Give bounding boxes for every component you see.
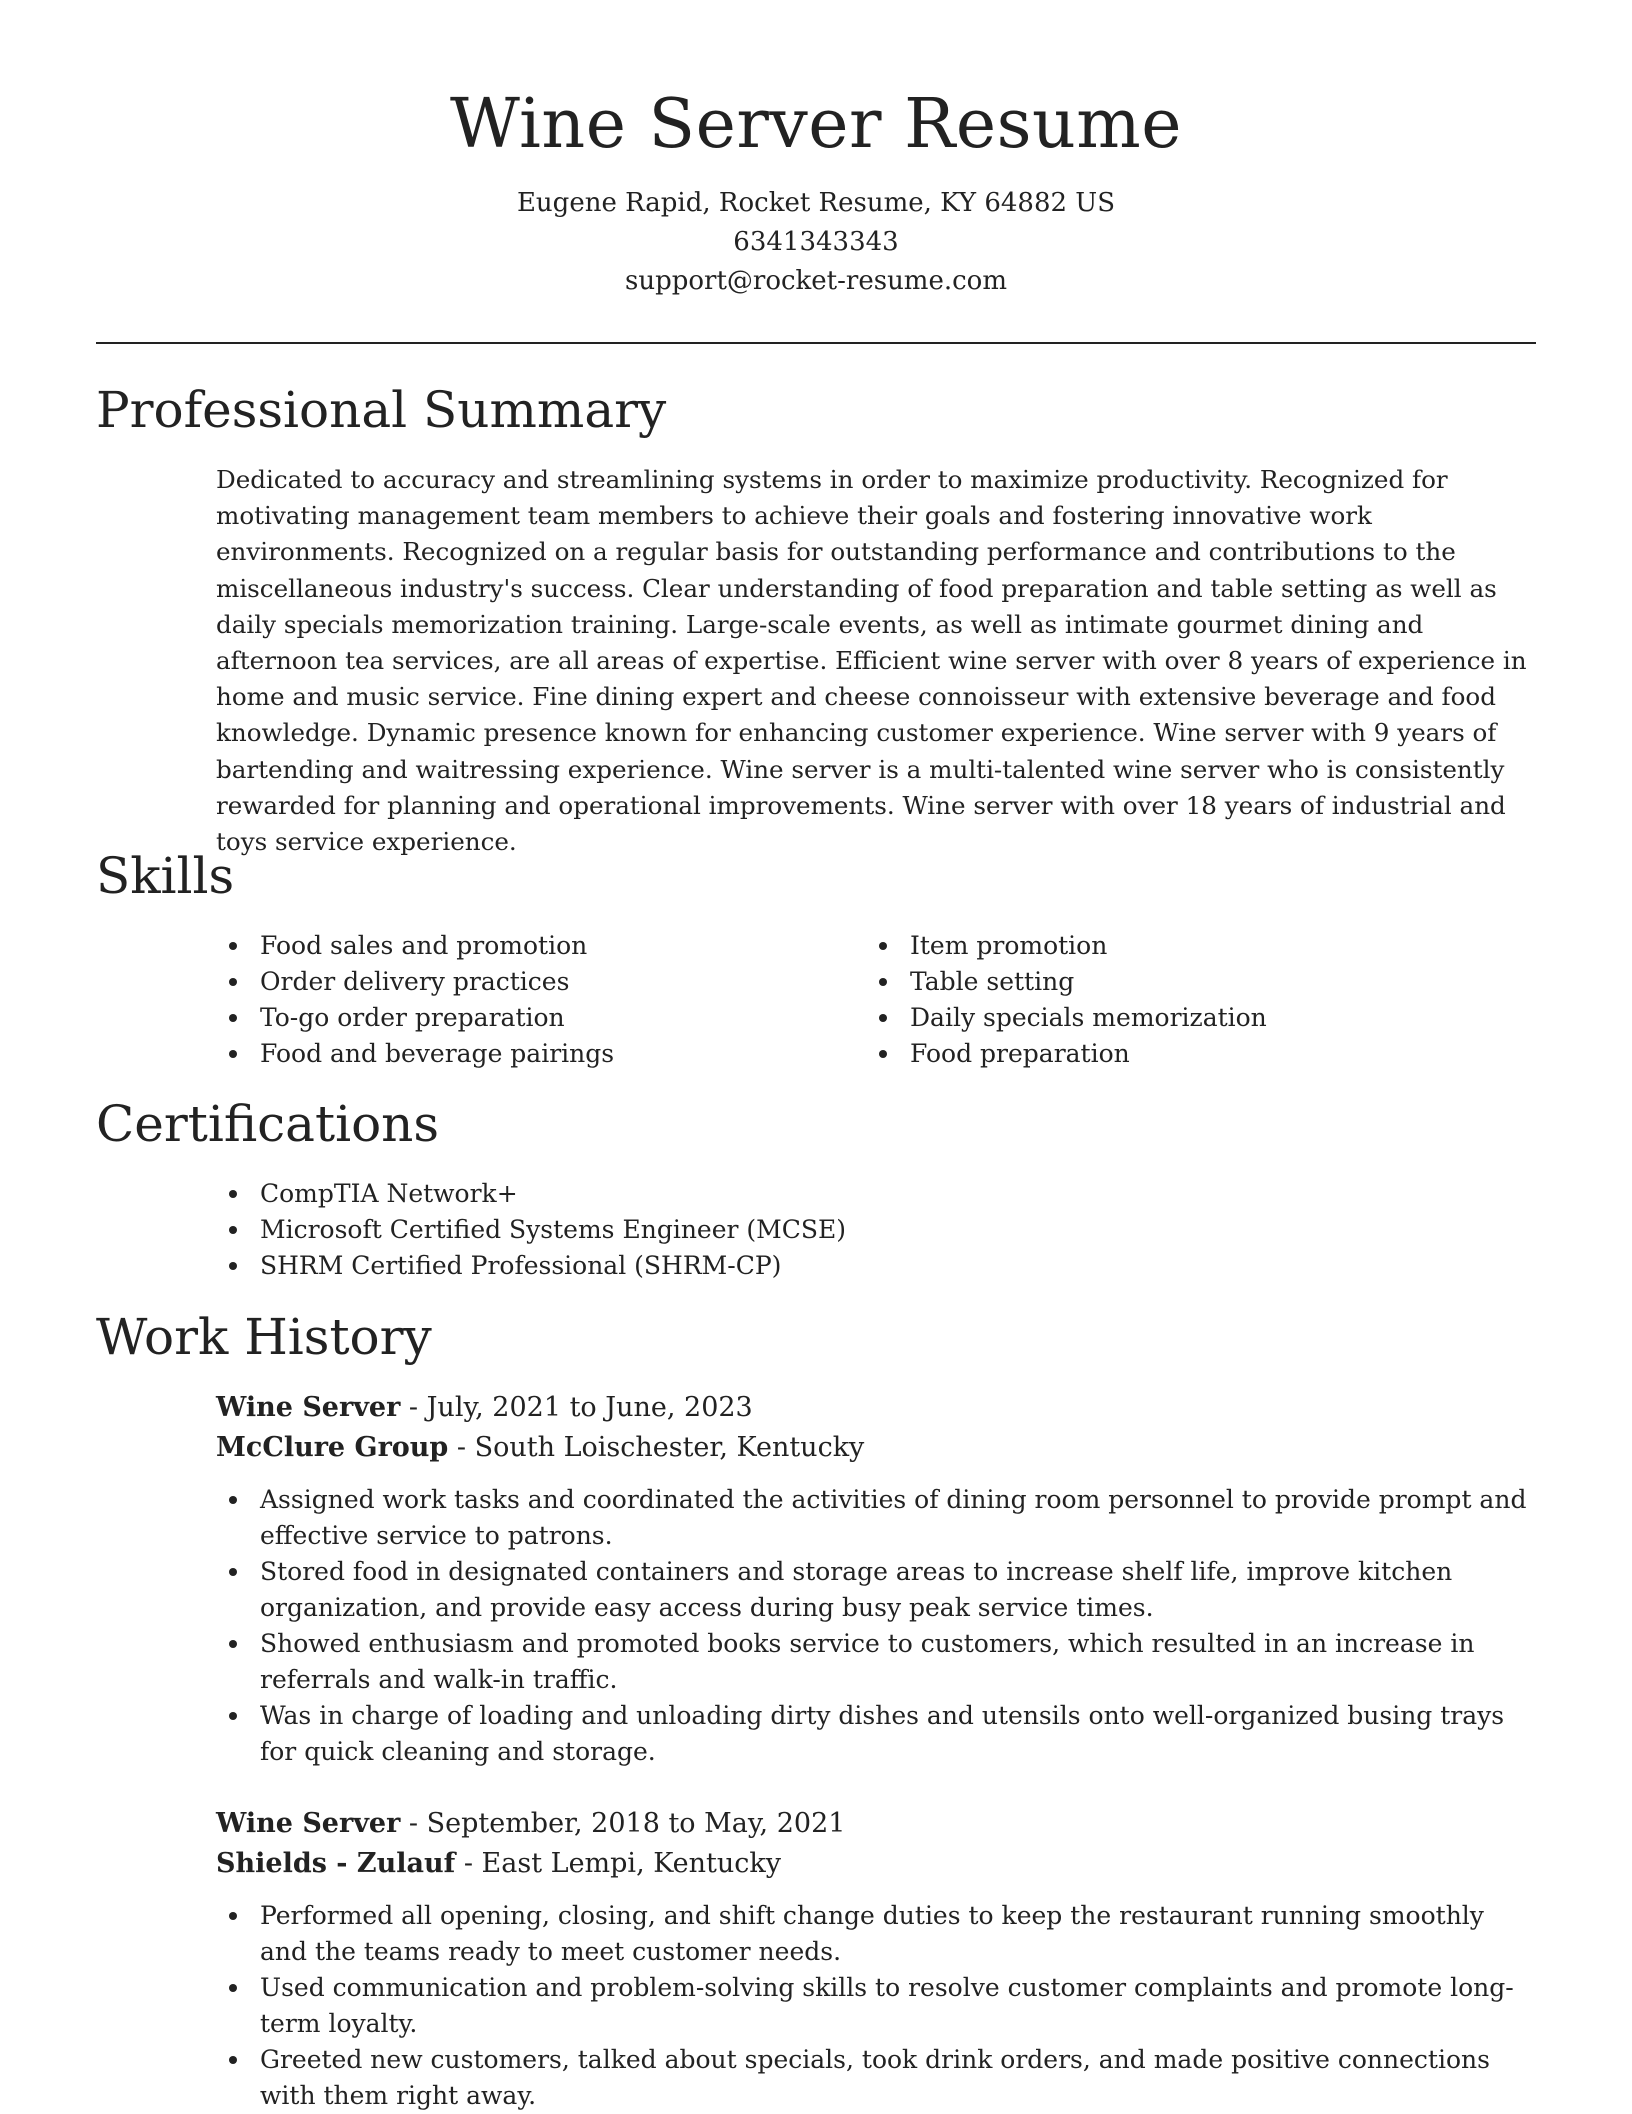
contact-phone: 6341343343 bbox=[733, 227, 899, 257]
bullet-icon bbox=[229, 1496, 237, 1504]
header-divider bbox=[96, 342, 1536, 344]
job-title-line bbox=[216, 1804, 845, 1844]
summary-text: Dedicated to accuracy and streamlining systems in order to maximize productivity. Recognized for motivating management team members to achieve their goals and fostering innovative work environments. Recognized on a regular basis for outstanding performance and contributions to the miscellaneous industry's success. Clear understanding of food preparation and table setting as well as daily specials memorization training. Large-scale events, as well as intimate gourmet dining and afternoon tea services, are all areas of expertise. Efficient wine server with over 8 years of experience in home and music service. Fine dining expert and cheese connoisseur with extensive beverage and food knowledge. Dynamic presence known for enhancing customer experience. Wine server with 9 years of bartending and waitressing experience. Wine server is a multi-talented wine server who is consistently rewarded for planning and operational improvements. Wine server with over 18 years of industrial and toys service experience. bbox=[216, 465, 1527, 857]
bullet-icon bbox=[879, 942, 887, 950]
list-item: Assigned work tasks and coordinated the activities of dining room personnel to provide prompt and effective service to patrons. bbox=[216, 1482, 1536, 1554]
list-item: Greeted new customers, talked about specials, took drink orders, and made positive connections with them right away. bbox=[216, 2042, 1536, 2114]
certifications-list bbox=[216, 1176, 1536, 1284]
resume-header bbox=[96, 80, 1536, 301]
job-title-line bbox=[216, 1388, 753, 1428]
list-item: Food sales and promotion bbox=[216, 928, 836, 964]
job-title: Wine Server bbox=[216, 1808, 401, 1839]
list-item: Was in charge of loading and unloading dirty dishes and utensils onto well-organized busing trays for quick cleaning and storage. bbox=[216, 1698, 1536, 1770]
job-company: Shields - Zulauf bbox=[216, 1848, 456, 1879]
work-history-heading: Work History bbox=[96, 1308, 432, 1366]
job-dates: - July, 2021 to June, 2023 bbox=[400, 1392, 753, 1423]
job-company-line bbox=[216, 1428, 864, 1468]
bullet-icon bbox=[229, 2056, 237, 2064]
bullet-icon bbox=[229, 978, 237, 986]
bullet-icon bbox=[229, 1568, 237, 1576]
list-item: Showed enthusiasm and promoted books service to customers, which resulted in an increase in referrals and walk-in traffic. bbox=[216, 1626, 1536, 1698]
list-item: Order delivery practices bbox=[216, 964, 836, 1000]
skills-list-left bbox=[216, 928, 836, 1072]
bullet-icon bbox=[229, 1190, 237, 1198]
bullet-icon bbox=[879, 1050, 887, 1058]
bullet-icon bbox=[229, 1984, 237, 1992]
job-location: - East Lempi, Kentucky bbox=[455, 1848, 782, 1879]
bullet-icon bbox=[229, 1712, 237, 1720]
job-bullets bbox=[216, 1482, 1536, 1770]
bullet-icon bbox=[229, 1640, 237, 1648]
list-item: CompTIA Network+ bbox=[216, 1176, 1536, 1212]
list-item: Food preparation bbox=[866, 1036, 1486, 1072]
contact-email: support@rocket-resume.com bbox=[624, 266, 1007, 296]
contact-block bbox=[96, 184, 1536, 301]
list-item: Microsoft Certified Systems Engineer (MCSE) bbox=[216, 1212, 1536, 1248]
bullet-icon bbox=[229, 1050, 237, 1058]
job-bullets bbox=[216, 1898, 1536, 2114]
bullet-icon bbox=[879, 1014, 887, 1022]
bullet-icon bbox=[229, 942, 237, 950]
contact-address: Eugene Rapid, Rocket Resume, KY 64882 US bbox=[516, 188, 1116, 218]
list-item: To-go order preparation bbox=[216, 1000, 836, 1036]
resume-title: Wine Server Resume bbox=[449, 85, 1183, 164]
bullet-icon bbox=[229, 1226, 237, 1234]
list-item: Table setting bbox=[866, 964, 1486, 1000]
list-item: Stored food in designated containers and storage areas to increase shelf life, improve kitchen organization, and provide easy access during busy peak service times. bbox=[216, 1554, 1536, 1626]
list-item: Daily specials memorization bbox=[866, 1000, 1486, 1036]
skills-heading: Skills bbox=[96, 847, 235, 905]
job-company-line bbox=[216, 1844, 781, 1884]
list-item: SHRM Certified Professional (SHRM-CP) bbox=[216, 1248, 1536, 1284]
list-item: Used communication and problem-solving skills to resolve customer complaints and promote long-term loyalty. bbox=[216, 1970, 1536, 2042]
bullet-icon bbox=[229, 1262, 237, 1270]
bullet-icon bbox=[229, 1912, 237, 1920]
job-company: McClure Group bbox=[216, 1432, 449, 1463]
list-item: Item promotion bbox=[866, 928, 1486, 964]
skills-list-right bbox=[866, 928, 1486, 1072]
bullet-icon bbox=[229, 1014, 237, 1022]
job-dates: - September, 2018 to May, 2021 bbox=[400, 1808, 846, 1839]
certifications-heading: Certifications bbox=[96, 1095, 440, 1153]
summary-heading: Professional Summary bbox=[96, 381, 667, 439]
job-title: Wine Server bbox=[216, 1392, 401, 1423]
job-location: - South Loischester, Kentucky bbox=[448, 1432, 865, 1463]
bullet-icon bbox=[879, 978, 887, 986]
list-item: Performed all opening, closing, and shift change duties to keep the restaurant running smoothly and the teams ready to meet customer needs. bbox=[216, 1898, 1536, 1970]
list-item: Food and beverage pairings bbox=[216, 1036, 836, 1072]
